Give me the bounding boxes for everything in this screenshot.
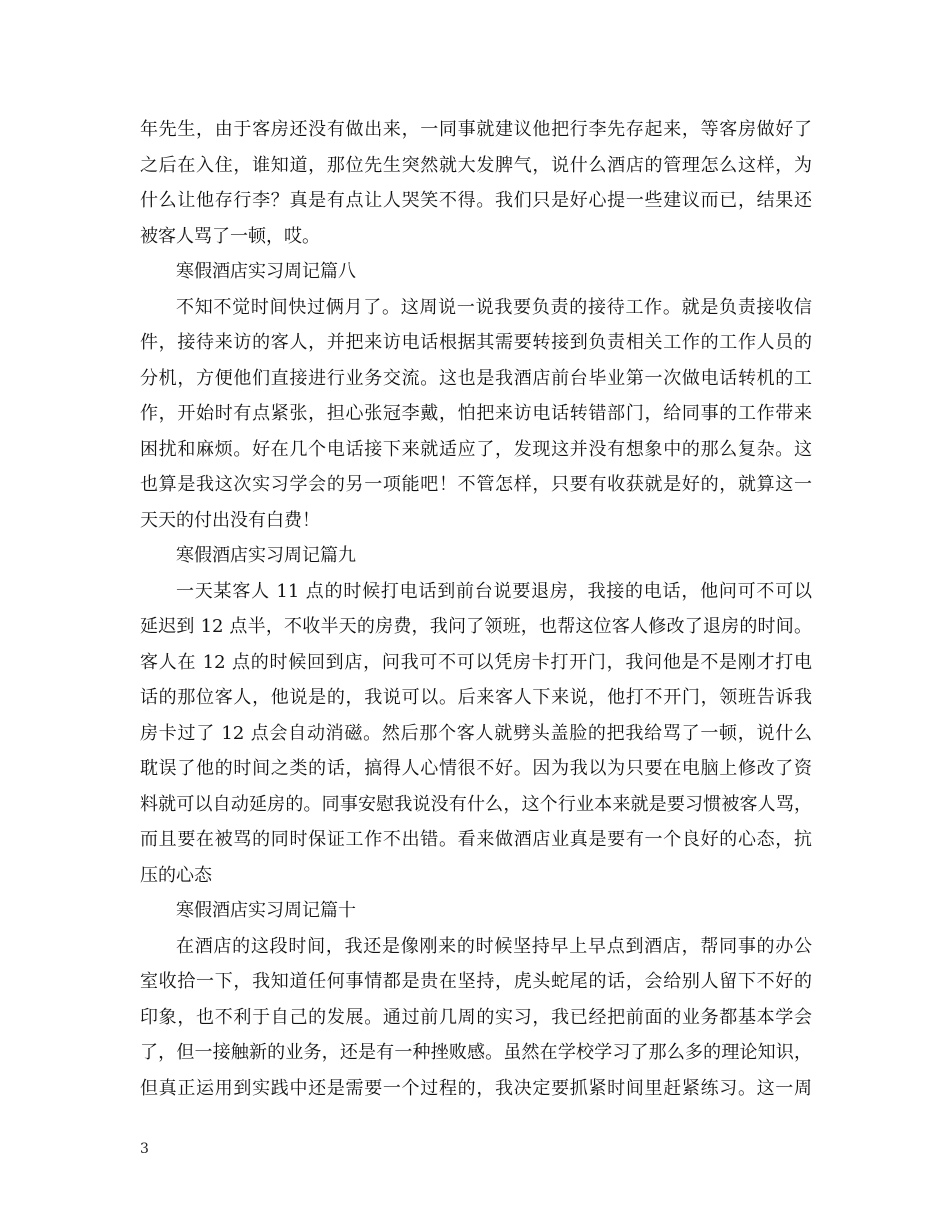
text-line: 印象，也不利于自己的发展。通过前几周的实习，我已经把前面的业务都基本学会 [140, 1006, 812, 1028]
text-line: 分机，方便他们直接进行业务交流。这也是我酒店前台毕业第一次做电话转机的工 [140, 367, 812, 389]
text-line: 在酒店的这段时间，我还是像刚来的时候坚持早上早点到酒店，帮同事的办公 [176, 935, 812, 957]
page-number: 3 [140, 1141, 149, 1157]
text-line: 料就可以自动延房的。同事安慰我说没有什么，这个行业本来就是要习惯被客人骂， [140, 793, 812, 815]
text-line: 也算是我这次实习学会的另一项能吧！不管怎样，只要有收获就是好的，就算这一 [140, 474, 812, 495]
text-line: 之后在入住，谁知道，那位先生突然就大发脾气，说什么酒店的管理怎么这样，为 [140, 154, 812, 176]
text-line: 作，开始时有点紧张，担心张冠李戴，怕把来访电话转错部门，给同事的工作带来 [140, 403, 812, 424]
text-line: 房卡过了 12 点会自动消磁。然后那个客人就劈头盖脸的把我给骂了一顿，说什么 [140, 722, 812, 744]
text-line: 了，但一接触新的业务，还是有一种挫败感。虽然在学校学习了那么多的理论知识， [140, 1042, 812, 1063]
text-line: 客人在 12 点的时候回到店，问我可不可以凭房卡打开门，我问他是不是刚才打电 [140, 651, 812, 673]
text-line: 而且要在被骂的同时保证工作不出错。看来做酒店业真是要有一个良好的心态，抗 [140, 829, 812, 850]
text-line: 什么让他存行李？真是有点让人哭笑不得。我们只是好心提一些建议而已，结果还 [140, 190, 812, 211]
text-line: 不知不觉时间快过俩月了。这周说一说我要负责的接待工作。就是负责接收信 [176, 296, 812, 318]
body-text [140, 112, 812, 1106]
section-heading: 寒假酒店实习周记篇十 [176, 900, 356, 921]
text-line: 耽误了他的时间之类的话，搞得人心情很不好。因为我以为只要在电脑上修改了资 [140, 758, 812, 779]
section-heading: 寒假酒店实习周记篇九 [176, 545, 356, 566]
text-line: 困扰和麻烦。好在几个电话接下来就适应了，发现这并没有想象中的那么复杂。这 [140, 438, 812, 460]
text-line: 压的心态 [140, 864, 212, 886]
text-line: 年先生，由于客房还没有做出来，一同事就建议他把行李先存起来，等客房做好了 [140, 119, 812, 140]
text-line: 件，接待来访的客人，并把来访电话根据其需要转接到负责相关工作的工作人员的 [140, 332, 812, 353]
text-line: 话的那位客人，他说是的，我说可以。后来客人下来说，他打不开门，领班告诉我 [140, 687, 812, 708]
text-line: 延迟到 12 点半，不收半天的房费，我问了领班，也帮这位客人修改了退房的时间。 [140, 616, 812, 637]
text-line: 但真正运用到实践中还是需要一个过程的，我决定要抓紧时间里赶紧练习。这一周 [140, 1077, 812, 1099]
text-line: 天天的付出没有白费！ [140, 509, 320, 531]
section-heading: 寒假酒店实习周记篇八 [176, 261, 356, 282]
text-line: 一天某客人 11 点的时候打电话到前台说要退房，我接的电话，他问可不可以 [176, 580, 812, 602]
text-line: 被客人骂了一顿，哎。 [140, 225, 320, 247]
text-line: 室收拾一下，我知道任何事情都是贵在坚持，虎头蛇尾的话，会给别人留下不好的 [140, 971, 812, 992]
